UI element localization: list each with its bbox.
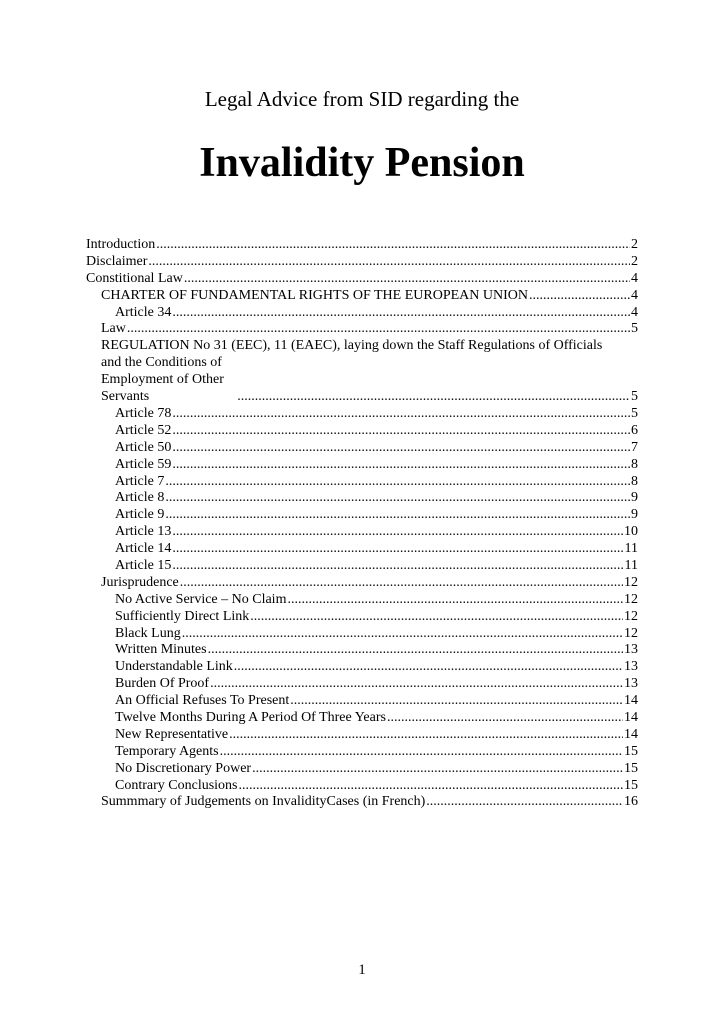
toc-entry-introduction[interactable] (86, 237, 638, 254)
toc-entry-new-representative[interactable] (86, 727, 638, 744)
toc-entry-label: Article 9 (115, 507, 165, 523)
toc-entry-label: Constitional Law (86, 270, 183, 286)
toc-entry-article-52[interactable] (86, 423, 638, 440)
toc-entry-page: 2 (631, 236, 638, 252)
toc-entry-label: Article 13 (115, 524, 172, 540)
toc-dot-leader (172, 524, 623, 541)
toc-dot-leader (180, 575, 623, 592)
toc-entry-sufficiently-direct-link[interactable] (86, 609, 638, 626)
toc-entry-page: 14 (624, 726, 638, 742)
toc-dot-leader (172, 558, 623, 575)
toc-entry-page: 12 (624, 591, 638, 607)
toc-entry-page: 8 (631, 456, 638, 472)
toc-dot-leader (210, 676, 623, 693)
toc-entry-page: 4 (631, 287, 638, 303)
document-subtitle: Legal Advice from SID regarding the (204, 87, 520, 111)
toc-entry-page: 13 (624, 659, 638, 675)
toc-entry-label-line-1: REGULATION No 31 (EEC), 11 (EAEC), laying down the Staff Regulations of Officials (101, 338, 603, 354)
toc-entry-article-14[interactable] (86, 541, 638, 558)
toc-entry-article-59[interactable] (86, 457, 638, 474)
toc-entry-burden-of-proof[interactable] (86, 676, 638, 693)
toc-entry-article-34[interactable] (86, 305, 638, 322)
toc-dot-leader (290, 693, 623, 710)
toc-dot-leader (529, 288, 630, 305)
toc-entry-label: Contrary Conclusions (115, 777, 238, 793)
toc-entry-label: Summmary of Judgements on InvalidityCases (in French) (101, 794, 426, 810)
toc-entry-page: 15 (624, 760, 638, 776)
toc-entry-label: Written Minutes (115, 642, 207, 658)
toc-entry-page: 14 (624, 693, 638, 709)
toc-entry-twelve-months[interactable] (86, 710, 638, 727)
toc-entry-label: Article 78 (115, 405, 172, 421)
toc-dot-leader (172, 423, 630, 440)
toc-dot-leader (229, 727, 623, 744)
toc-entry-page: 12 (624, 574, 638, 590)
toc-entry-label: Understandable Link (115, 659, 233, 675)
toc-dot-leader (252, 761, 623, 778)
toc-entry-article-9[interactable] (86, 507, 638, 524)
toc-entry-page: 9 (631, 507, 638, 523)
toc-dot-leader (165, 507, 630, 524)
toc-entry-page: 14 (624, 709, 638, 725)
toc-entry-summary-judgements[interactable] (86, 794, 638, 811)
toc-entry-label: Black Lung (115, 625, 181, 641)
toc-entry-regulation-31[interactable] (86, 338, 638, 406)
toc-dot-leader (165, 490, 630, 507)
toc-entry-constitional-law[interactable] (86, 271, 638, 288)
toc-entry-label: Jurisprudence (101, 574, 179, 590)
toc-dot-leader (287, 592, 623, 609)
toc-dot-leader (156, 237, 630, 254)
toc-entry-page: 12 (624, 625, 638, 641)
toc-entry-label: Sufficiently Direct Link (115, 608, 250, 624)
toc-entry-article-50[interactable] (86, 440, 638, 457)
toc-entry-label: Temporary Agents (115, 743, 219, 759)
toc-entry-label: An Official Refuses To Present (115, 693, 290, 709)
toc-entry-official-refuses[interactable] (86, 693, 638, 710)
toc-dot-leader (172, 541, 623, 558)
toc-entry-label: Introduction (86, 236, 156, 252)
toc-entry-label: CHARTER OF FUNDAMENTAL RIGHTS OF THE EUROPEAN UNION (101, 287, 528, 303)
toc-entry-label: Twelve Months During A Period Of Three Years (115, 709, 386, 725)
toc-dot-leader (182, 626, 623, 643)
toc-entry-temporary-agents[interactable] (86, 744, 638, 761)
toc-dot-leader (234, 659, 623, 676)
toc-entry-page: 11 (624, 541, 638, 557)
toc-entry-label: Article 7 (115, 473, 165, 489)
toc-entry-black-lung[interactable] (86, 626, 638, 643)
toc-entry-label: Article 50 (115, 439, 172, 455)
toc-entry-law[interactable] (86, 321, 638, 338)
toc-entry-page: 10 (624, 524, 638, 540)
toc-entry-page: 4 (631, 270, 638, 286)
toc-entry-label-line-2: and the Conditions of Employment of Other Servants (101, 355, 224, 405)
toc-dot-leader (172, 305, 630, 322)
toc-entry-page: 15 (624, 777, 638, 793)
toc-entry-article-13[interactable] (86, 524, 638, 541)
toc-entry-contrary-conclusions[interactable] (86, 778, 638, 795)
toc-dot-leader (165, 474, 630, 491)
toc-dot-leader (184, 271, 630, 288)
table-of-contents (86, 237, 638, 811)
toc-entry-label: No Active Service – No Claim (115, 591, 287, 607)
toc-entry-page: 4 (631, 304, 638, 320)
toc-entry-article-7[interactable] (86, 474, 638, 491)
toc-entry-understandable-link[interactable] (86, 659, 638, 676)
toc-entry-page: 13 (624, 676, 638, 692)
toc-dot-leader (220, 744, 623, 761)
toc-dot-leader (148, 254, 630, 271)
toc-entry-page: 5 (631, 405, 638, 421)
toc-entry-page: 6 (631, 422, 638, 438)
toc-dot-leader (127, 321, 630, 338)
toc-entry-label: No Discretionary Power (115, 760, 252, 776)
toc-dot-leader (250, 609, 623, 626)
toc-dot-leader (172, 457, 630, 474)
toc-entry-page: 8 (631, 473, 638, 489)
toc-entry-label: Article 14 (115, 541, 172, 557)
toc-dot-leader (237, 389, 630, 406)
toc-dot-leader (387, 710, 623, 727)
toc-entry-label: Article 15 (115, 557, 172, 573)
toc-entry-page: 12 (624, 608, 638, 624)
document-title: Invalidity Pension (199, 140, 525, 186)
toc-entry-page: 9 (631, 490, 638, 506)
toc-entry-disclaimer[interactable] (86, 254, 638, 271)
toc-entry-page: 7 (631, 439, 638, 455)
toc-entry-article-8[interactable] (86, 490, 638, 507)
toc-entry-page: 5 (631, 389, 638, 405)
toc-entry-written-minutes[interactable] (86, 642, 638, 659)
toc-dot-leader (172, 406, 630, 423)
toc-entry-label: Article 59 (115, 456, 172, 472)
toc-entry-label: New Representative (115, 726, 229, 742)
toc-entry-page: 11 (624, 557, 638, 573)
toc-entry-no-active-service[interactable] (86, 592, 638, 609)
toc-entry-label: Burden Of Proof (115, 676, 210, 692)
toc-entry-article-15[interactable] (86, 558, 638, 575)
toc-entry-page: 5 (631, 321, 638, 337)
toc-entry-page: 2 (631, 253, 638, 269)
toc-entry-page: 15 (624, 743, 638, 759)
toc-entry-label: Disclaimer (86, 253, 148, 269)
toc-entry-page: 16 (624, 794, 638, 810)
toc-entry-label: Article 34 (115, 304, 172, 320)
toc-entry-charter[interactable] (86, 288, 638, 305)
toc-entry-no-discretionary-power[interactable] (86, 761, 638, 778)
toc-entry-jurisprudence[interactable] (86, 575, 638, 592)
toc-dot-leader (208, 642, 623, 659)
toc-dot-leader (426, 794, 623, 811)
toc-entry-label: Law (101, 321, 126, 337)
toc-dot-leader (239, 778, 624, 795)
page-number: 1 (358, 962, 366, 978)
toc-entry-label: Article 8 (115, 490, 165, 506)
toc-entry-article-78[interactable] (86, 406, 638, 423)
toc-entry-label: Article 52 (115, 422, 172, 438)
toc-dot-leader (172, 440, 630, 457)
toc-entry-page: 13 (624, 642, 638, 658)
